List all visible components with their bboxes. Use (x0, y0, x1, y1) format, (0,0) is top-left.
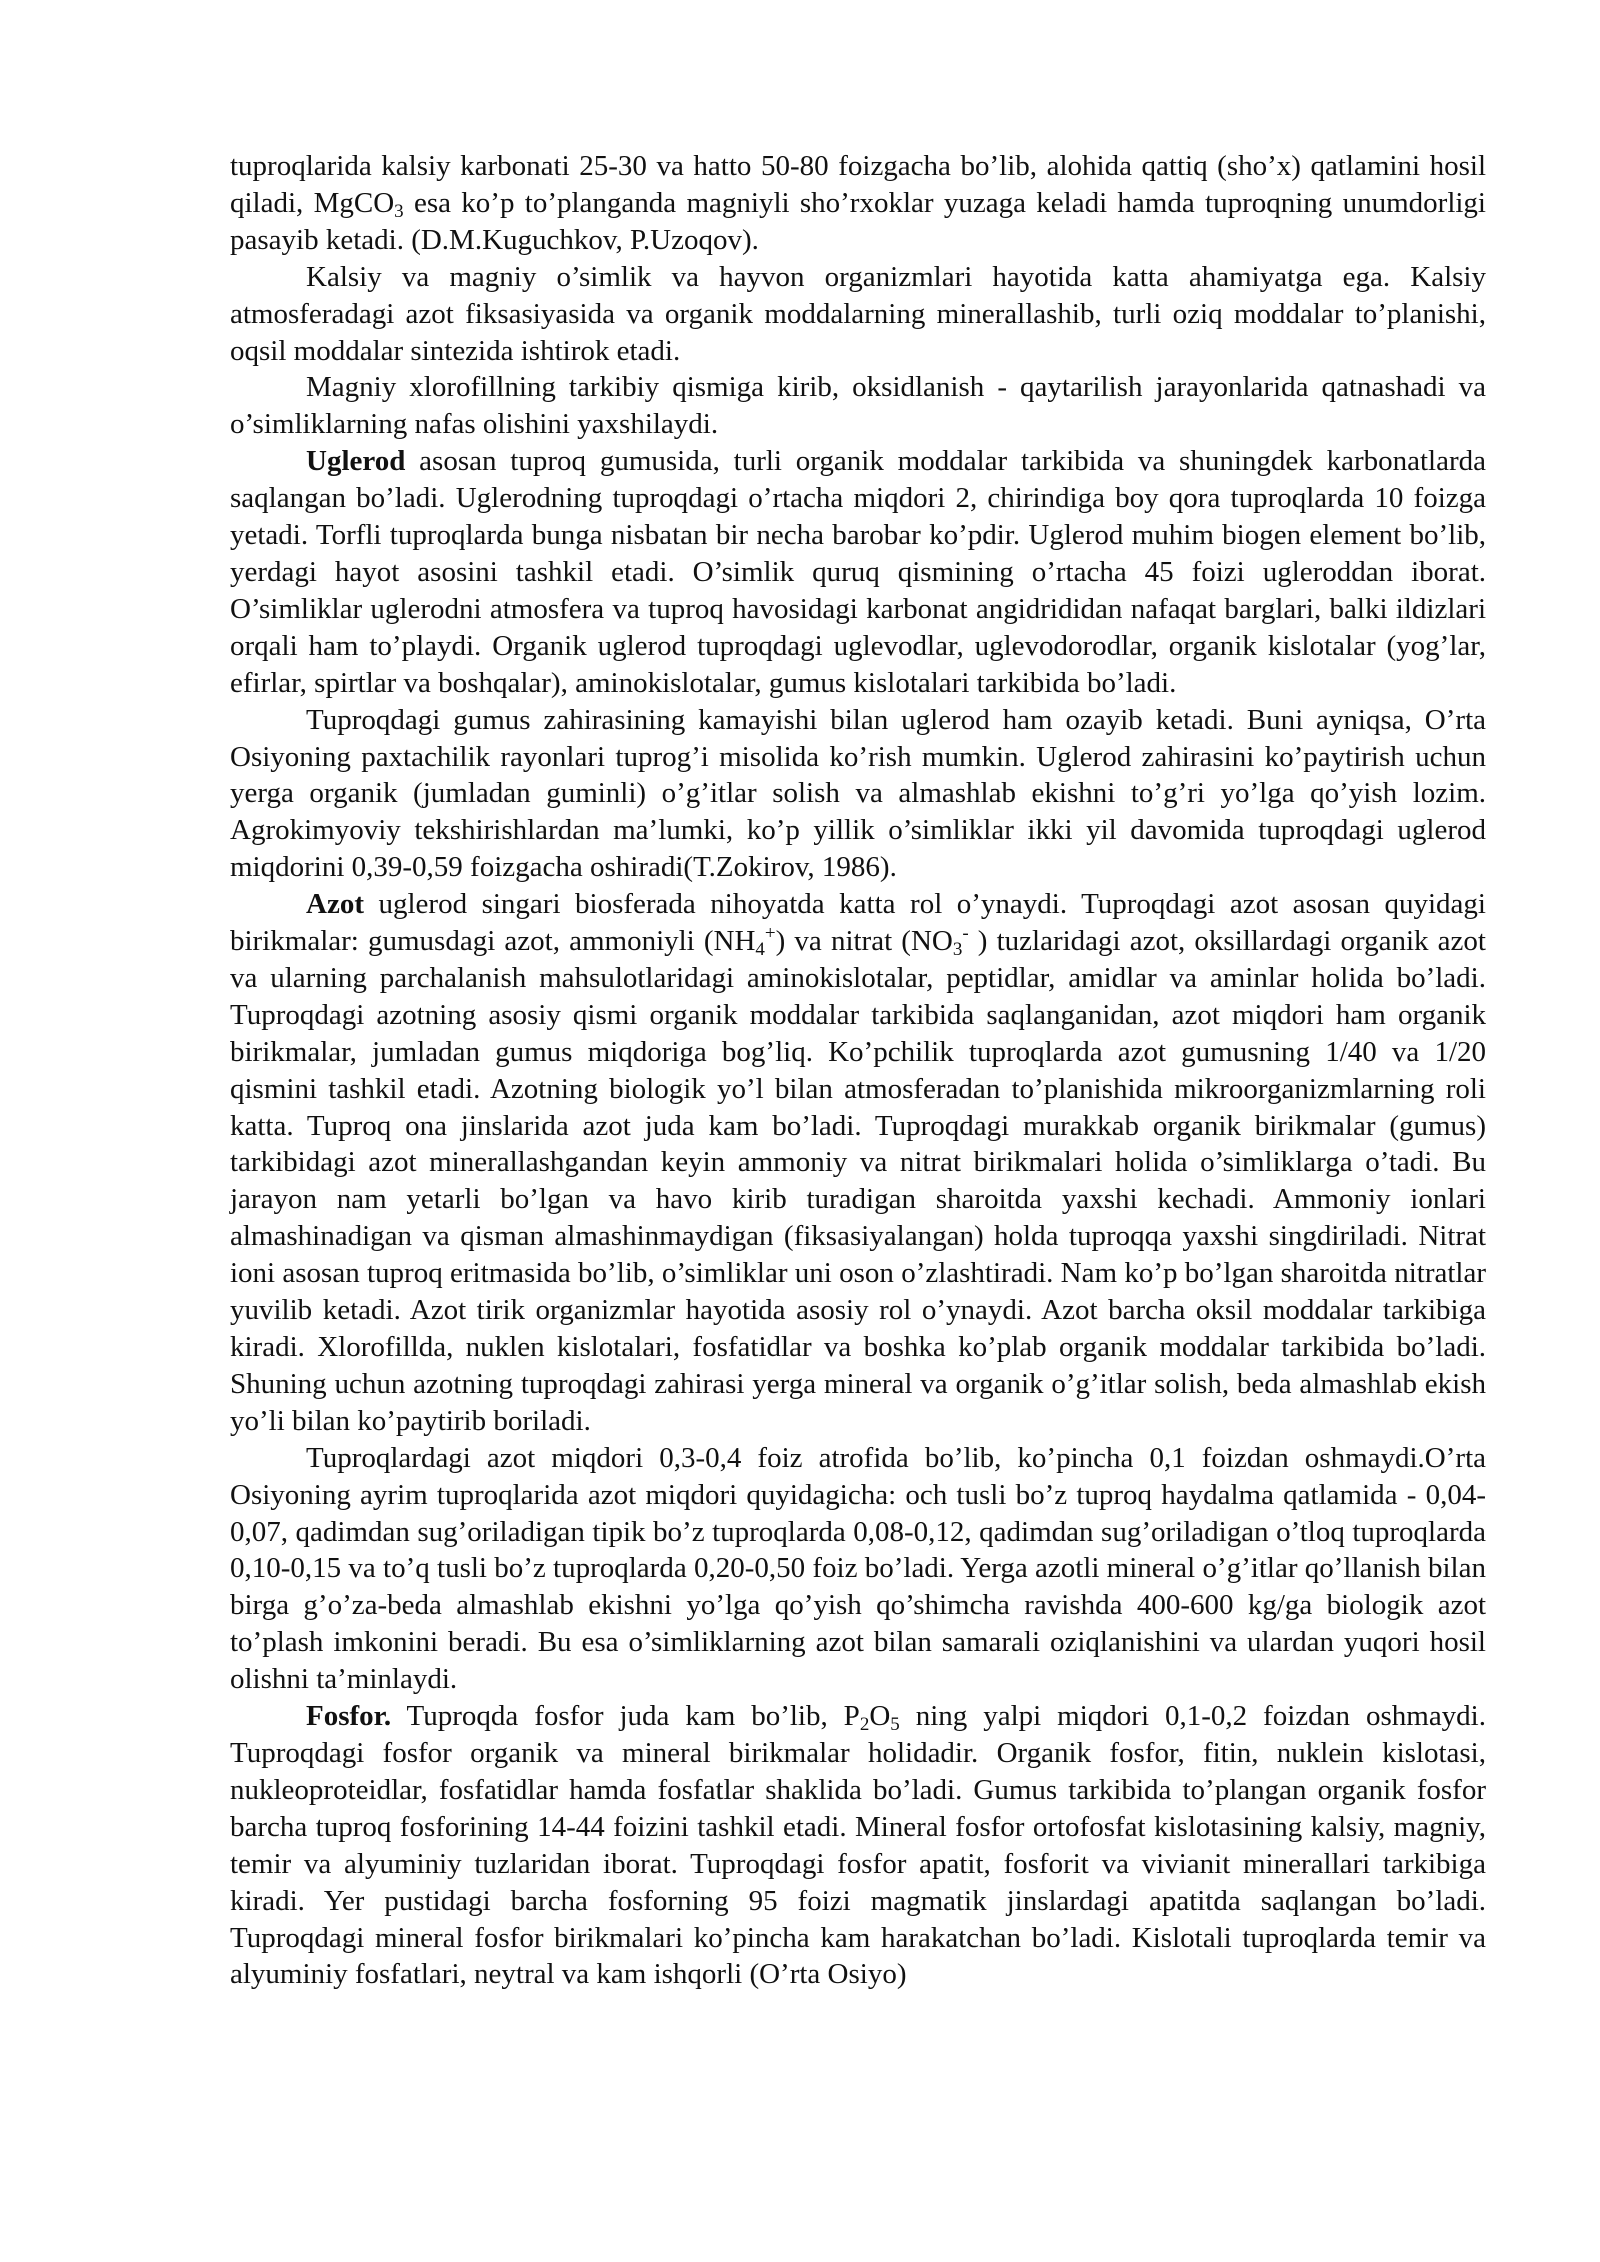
text: ) tuzlaridagi azot, oksillardagi organik azot va ularning parchalanish mahsulotlaridagi aminokislotalar, peptidlar, amidlar va aminlar holida bo’ladi. Tuproqdagi azotning asosiy qismi organik moddalar tarkibida saqlanganidan, azot miqdori ham organik birikmalar, jumladan gumus miqdoriga bog’liq. Ko’pchilik tuproqlarda azot gumusning 1/40 va 1/20 qismini tashkil etadi. Azotning biologik yo’l bilan atmosferadan to’planishida mikroorganizmlarning roli katta. Tuproq ona jinslarida azot juda kam bo’ladi. Tuproqdagi murakkab organik birikmalar (gumus) tarkibidagi azot minerallashgandan keyin ammoniy va nitrat birikmalari holida o’simliklarga o’tadi. Bu jarayon nam yetarli bo’lgan va havo kirib turadigan sharoitda yaxshi kechadi. Ammoniy ionlari almashinadigan va qisman almashinmaydigan (fiksasiyalangan) holda tuproqqa yaxshi singdiriladi. Nitrat ioni asosan tuproq eritmasida bo’lib, o’simliklar uni oson o’zlashtiradi. Nam ko’p bo’lgan sharoitda nitratlar yuvilib ketadi. Azot tirik organizmlar hayotida asosiy rol o’ynaydi. Azot barcha oksil moddalar tarkibiga kiradi. Xlorofillda, nuklen kislotalari, fosfatidlar va boshka ko’plab organik moddalar tarkibida bo’ladi. Shuning uchun azotning tuproqdagi zahirasi yerga mineral va organik o’g’itlar solish, beda almashlab ekish yo’li bilan ko’paytirib boriladi. (230, 925, 1486, 1437)
text: ) va nitrat (NO (775, 925, 953, 958)
paragraph-nitrogen (230, 886, 1486, 1440)
superscript: - (962, 923, 969, 945)
text: esa ko’p to’planganda magniyli sho’rxoklar yuzaga keladi hamda tuproqning unumdorligi pasayib ketadi. (D.M.Kuguchkov, P.Uzoqov). (230, 186, 1486, 256)
section-term-nitrogen: Azot (306, 888, 364, 921)
paragraph-calcium-magnesium (230, 259, 1486, 370)
text: asosan tuproq gumusida, turli organik moddalar tarkibida va shuningdek karbonatlarda saqlangan bo’ladi. Uglerodning tuproqdagi o’rtacha miqdori 2, chirindiga boy qora tuproqlarda 10 foizga yetadi. Torfli tuproqlarda bunga nisbatan bir necha barobar ko’pdir. Uglerod muhim biogen element bo’lib, yerdagi hayot asosini tashkil etadi. O’simlik quruq qismining o’rtacha 45 foizi ugleroddan iborat. O’simliklar uglerodni atmosfera va tuproq havosidagi karbonat angidrididan nafaqat barglari, balki ildizlari orqali ham to’playdi. Organik uglerod tuproqdagi uglevodlar, uglevodorodlar, organik kislotalar (yog’lar, efirlar, spirtlar va boshqalar), aminokislotalar, gumus kislotalari tarkibida bo’ladi. (230, 445, 1486, 699)
document-page (230, 148, 1486, 1993)
subscript: 2 (859, 1714, 870, 1736)
paragraph-nitrogen-content (230, 1440, 1486, 1698)
paragraph-calcium-carbonate (230, 148, 1486, 259)
paragraph-carbon (230, 443, 1486, 701)
subscript: 3 (952, 939, 963, 961)
paragraph-humus-reserve (230, 702, 1486, 887)
subscript: 5 (890, 1714, 900, 1736)
text: Tuproqda fosfor juda kam bo’lib, P (391, 1700, 860, 1733)
text: ning yalpi miqdori 0,1-0,2 foizdan oshmaydi. Tuproqdagi fosfor organik va mineral birikmalar holidadir. Organik fosfor, fitin, nuklein kislotasi, nukleoproteidlar, fosfatidlar hamda fosfatlar shaklida bo’ladi. Gumus tarkibida to’plangan organik fosfor barcha tuproq fosforining 14-44 foizini tashkil etadi. Mineral fosfor ortofosfat kislotasining kalsiy, magniy, temir va alyuminiy tuzlaridan iborat. Tuproqdagi fosfor apatit, fosforit va vivianit minerallari tarkibiga kiradi. Yer pustidagi barcha fosforning 95 foizi magmatik jinslardagi apatitda saqlangan bo’ladi. Tuproqdagi mineral fosfor birikmalari ko’pincha kam harakatchan bo’ladi. Kislotali tuproqlarda temir va alyuminiy fosfatlari, neytral va kam ishqorli (O’rta Osiyo) (230, 1700, 1486, 1991)
section-term-phosphorus: Fosfor. (306, 1700, 392, 1733)
text: Tuproqdagi gumus zahirasining kamayishi bilan uglerod ham ozayib ketadi. Buni ayniqsa, O’rta Osiyoning paxtachilik rayonlari tuprog’i misolida ko’rish mumkin. Uglerod zahirasini ko’paytirish uchun yerga organik (jumladan guminli) o’g’itlar solish va almashlab ekishni to’g’ri yo’lga qo’yish lozim. Agrokimyoviy tekshirishlardan ma’lumki, ko’p yillik o’simliklar ikki yil davomida tuproqdagi uglerod miqdorini 0,39-0,59 foizgacha oshiradi(T.Zokirov, 1986). (230, 703, 1486, 884)
superscript: + (764, 923, 776, 945)
section-term-carbon: Uglerod (306, 445, 406, 478)
subscript: 3 (394, 200, 404, 222)
paragraph-magnesium (230, 369, 1486, 443)
text: uglerod singari biosferada nihoyatda katta rol o’ynaydi. Tuproqdagi azot asosan quyidagi birikmalar: gumusdagi azot, ammoniyli (NH (230, 888, 1486, 958)
subscript: 4 (755, 939, 765, 961)
paragraph-phosphorus (230, 1698, 1486, 1993)
text: tuproqlarida kalsiy karbonati 25-30 va hatto 50-80 foizgacha bo’lib, alohida qattiq (sho’x) qatlamini hosil qiladi, MgCO (230, 150, 1486, 219)
text: Magniy xlorofillning tarkibiy qismiga kirib, oksidlanish - qaytarilish jarayonlarida qatnashadi va o’simliklarning nafas olishini yaxshilaydi. (230, 371, 1486, 441)
text: Kalsiy va magniy o’simlik va hayvon organizmlari hayotida katta ahamiyatga ega. Kalsiy atmosferadagi azot fiksasiyasida va organik moddalarning minerallashib, turli oziq moddalar to’planishi, oqsil moddalar sintezida ishtirok etadi. (230, 260, 1486, 367)
text: Tuproqlardagi azot miqdori 0,3-0,4 foiz atrofida bo’lib, ko’pincha 0,1 foizdan oshmaydi.O’rta Osiyoning ayrim tuproqlarida azot miqdori quyidagicha: och tusli bo’z tuproq haydalma qatlamida - 0,04-0,07, qadimdan sug’oriladigan tipik bo’z tuproqlarda 0,08-0,12, qadimdan sug’oriladigan o’tloq tuproqlarda 0,10-0,15 va to’q tusli bo’z tuproqlarda 0,20-0,50 foiz bo’ladi. Yerga azotli mineral o’g’itlar qo’llanish bilan birga g’o’za-beda almashlab ekishni yo’lga qo’yish qo’shimcha ravishda 400-600 kg/ga biologik azot to’plash imkonini beradi. Bu esa o’simliklarning azot bilan samarali oziqlanishini va ulardan yuqori hosil olishni ta’minlaydi. (230, 1441, 1486, 1696)
text: O (869, 1700, 891, 1733)
